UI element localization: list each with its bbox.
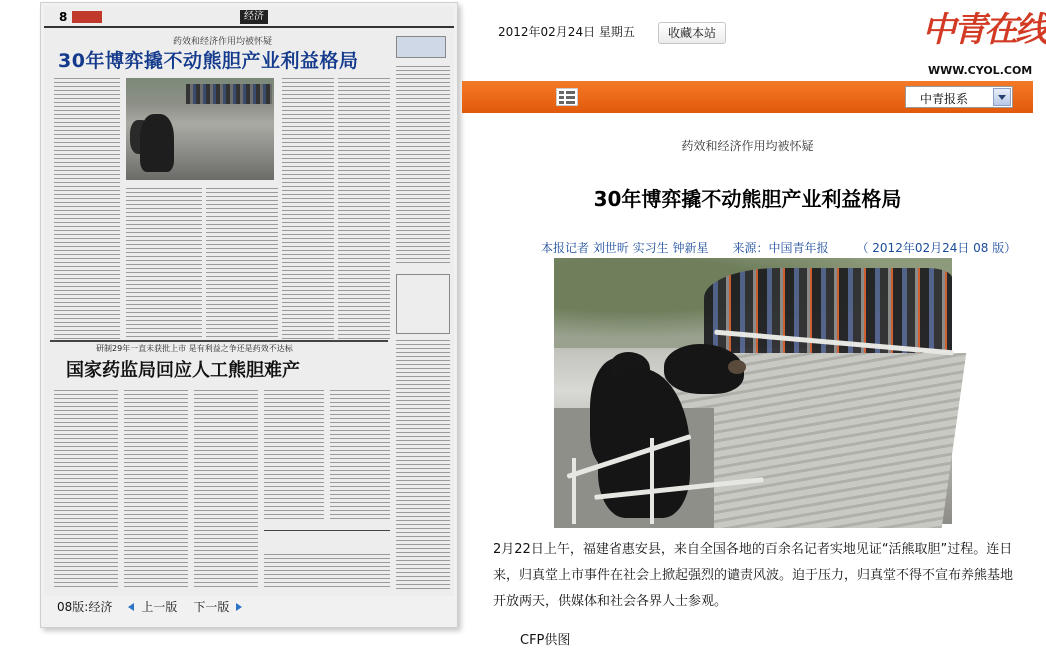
nav-prev-issue[interactable]: 上一期: [749, 10, 786, 24]
thumb-headline: 30年博弈撬不动熊胆产业利益格局: [58, 50, 359, 72]
thumb-photo-bear: [140, 114, 174, 172]
thumb-text-block: [396, 340, 450, 590]
thumb-text-block: [264, 390, 324, 520]
article-meta: [541, 239, 1016, 256]
article-source: 来源：中国青年报: [732, 241, 829, 255]
thumb-masthead: [44, 6, 454, 28]
thumb-divider: [264, 530, 390, 531]
thumb-text-block: [338, 78, 390, 340]
thumb-photo: [126, 78, 274, 180]
newspaper-page-image[interactable]: [44, 6, 454, 596]
nav-news-list[interactable]: 新闻列表: [601, 10, 650, 24]
thumb-text-block: [126, 188, 202, 338]
thumb-page-number: 8: [59, 10, 68, 24]
thumb-paper-logo: [72, 11, 102, 23]
logo-url: WWW.CYOL.COM: [928, 64, 1033, 77]
nav-next-issue[interactable]: 下一期: [804, 10, 841, 24]
article-title: 30年博弈撬不动熊胆产业利益格局: [593, 187, 902, 211]
dropdown-arrow-icon[interactable]: [993, 88, 1011, 106]
thumb-text-block: [54, 78, 120, 340]
thumb-text-block: [396, 66, 450, 266]
logo-script: 中青在线: [922, 10, 1046, 50]
thumb-photo-crowd: [186, 84, 272, 104]
paper-select-value: 中青报系: [920, 92, 969, 106]
photo-railing-post: [572, 458, 576, 524]
triangle-right-icon[interactable]: [236, 603, 242, 611]
article-byline: 本报记者 刘世昕 实习生 钟新星: [541, 241, 709, 255]
thumb-text-block: [330, 390, 390, 520]
thumb-text-block: [124, 390, 188, 590]
article-kicker: 药效和经济作用均被怀疑: [681, 139, 814, 153]
thumb-second-strap: 研制29年一直未获批上市 是有利益之争还是药效不达标: [96, 344, 293, 353]
chevron-right-icon[interactable]: ›: [858, 8, 863, 22]
nav-archive[interactable]: 往期回顾: [497, 10, 546, 24]
chevron-left-icon[interactable]: ‹: [731, 8, 736, 22]
nav-back-to-index[interactable]: 返回目录: [669, 10, 718, 24]
site-logo[interactable]: [918, 2, 1046, 78]
thumb-text-block: [194, 390, 258, 590]
thumb-section-label: 经济: [240, 10, 268, 24]
bookmark-button[interactable]: 收藏本站: [658, 22, 726, 44]
thumb-second-headline: 国家药监局回应人工熊胆难产: [66, 360, 300, 381]
thumb-text-block: [54, 390, 118, 590]
paper-select[interactable]: [905, 86, 1013, 108]
article-photo: [554, 258, 952, 524]
thumb-text-block: [282, 78, 334, 340]
triangle-left-icon[interactable]: [128, 603, 134, 611]
thumb-footer-page: 08版:经济: [57, 600, 113, 614]
photo-bear-muzzle: [728, 360, 746, 374]
photo-credit: CFP供图: [520, 633, 571, 648]
thumb-footer: [57, 598, 242, 615]
prev-page-link[interactable]: 上一版: [141, 600, 178, 614]
grid-icon[interactable]: [556, 88, 578, 106]
newspaper-thumbnail[interactable]: [40, 2, 458, 628]
thumb-divider: [50, 340, 388, 342]
thumb-sidebar-box: [396, 36, 446, 58]
article-date-page: （ 2012年02月24日 08 版）: [856, 241, 1017, 255]
thumb-article-box: [396, 274, 450, 334]
next-page-link[interactable]: 下一版: [193, 600, 230, 614]
thumb-text-block: [206, 188, 278, 338]
thumb-kicker: 药效和经济作用均被怀疑: [173, 37, 273, 47]
photo-railing-post: [650, 438, 654, 524]
thumb-text-block: [264, 554, 390, 590]
current-date: 2012年02月24日 星期五: [498, 25, 635, 39]
article-caption: 2月22日上午，福建省惠安县，来自全国各地的百余名记者实地见证“活熊取胆”过程。连日来，归真堂上市事件在社会上掀起强烈的谴责风波。迫于压力，归真堂不得不宣布养熊基地开放两天，供媒体和社会各界人士参观。: [493, 542, 1014, 609]
